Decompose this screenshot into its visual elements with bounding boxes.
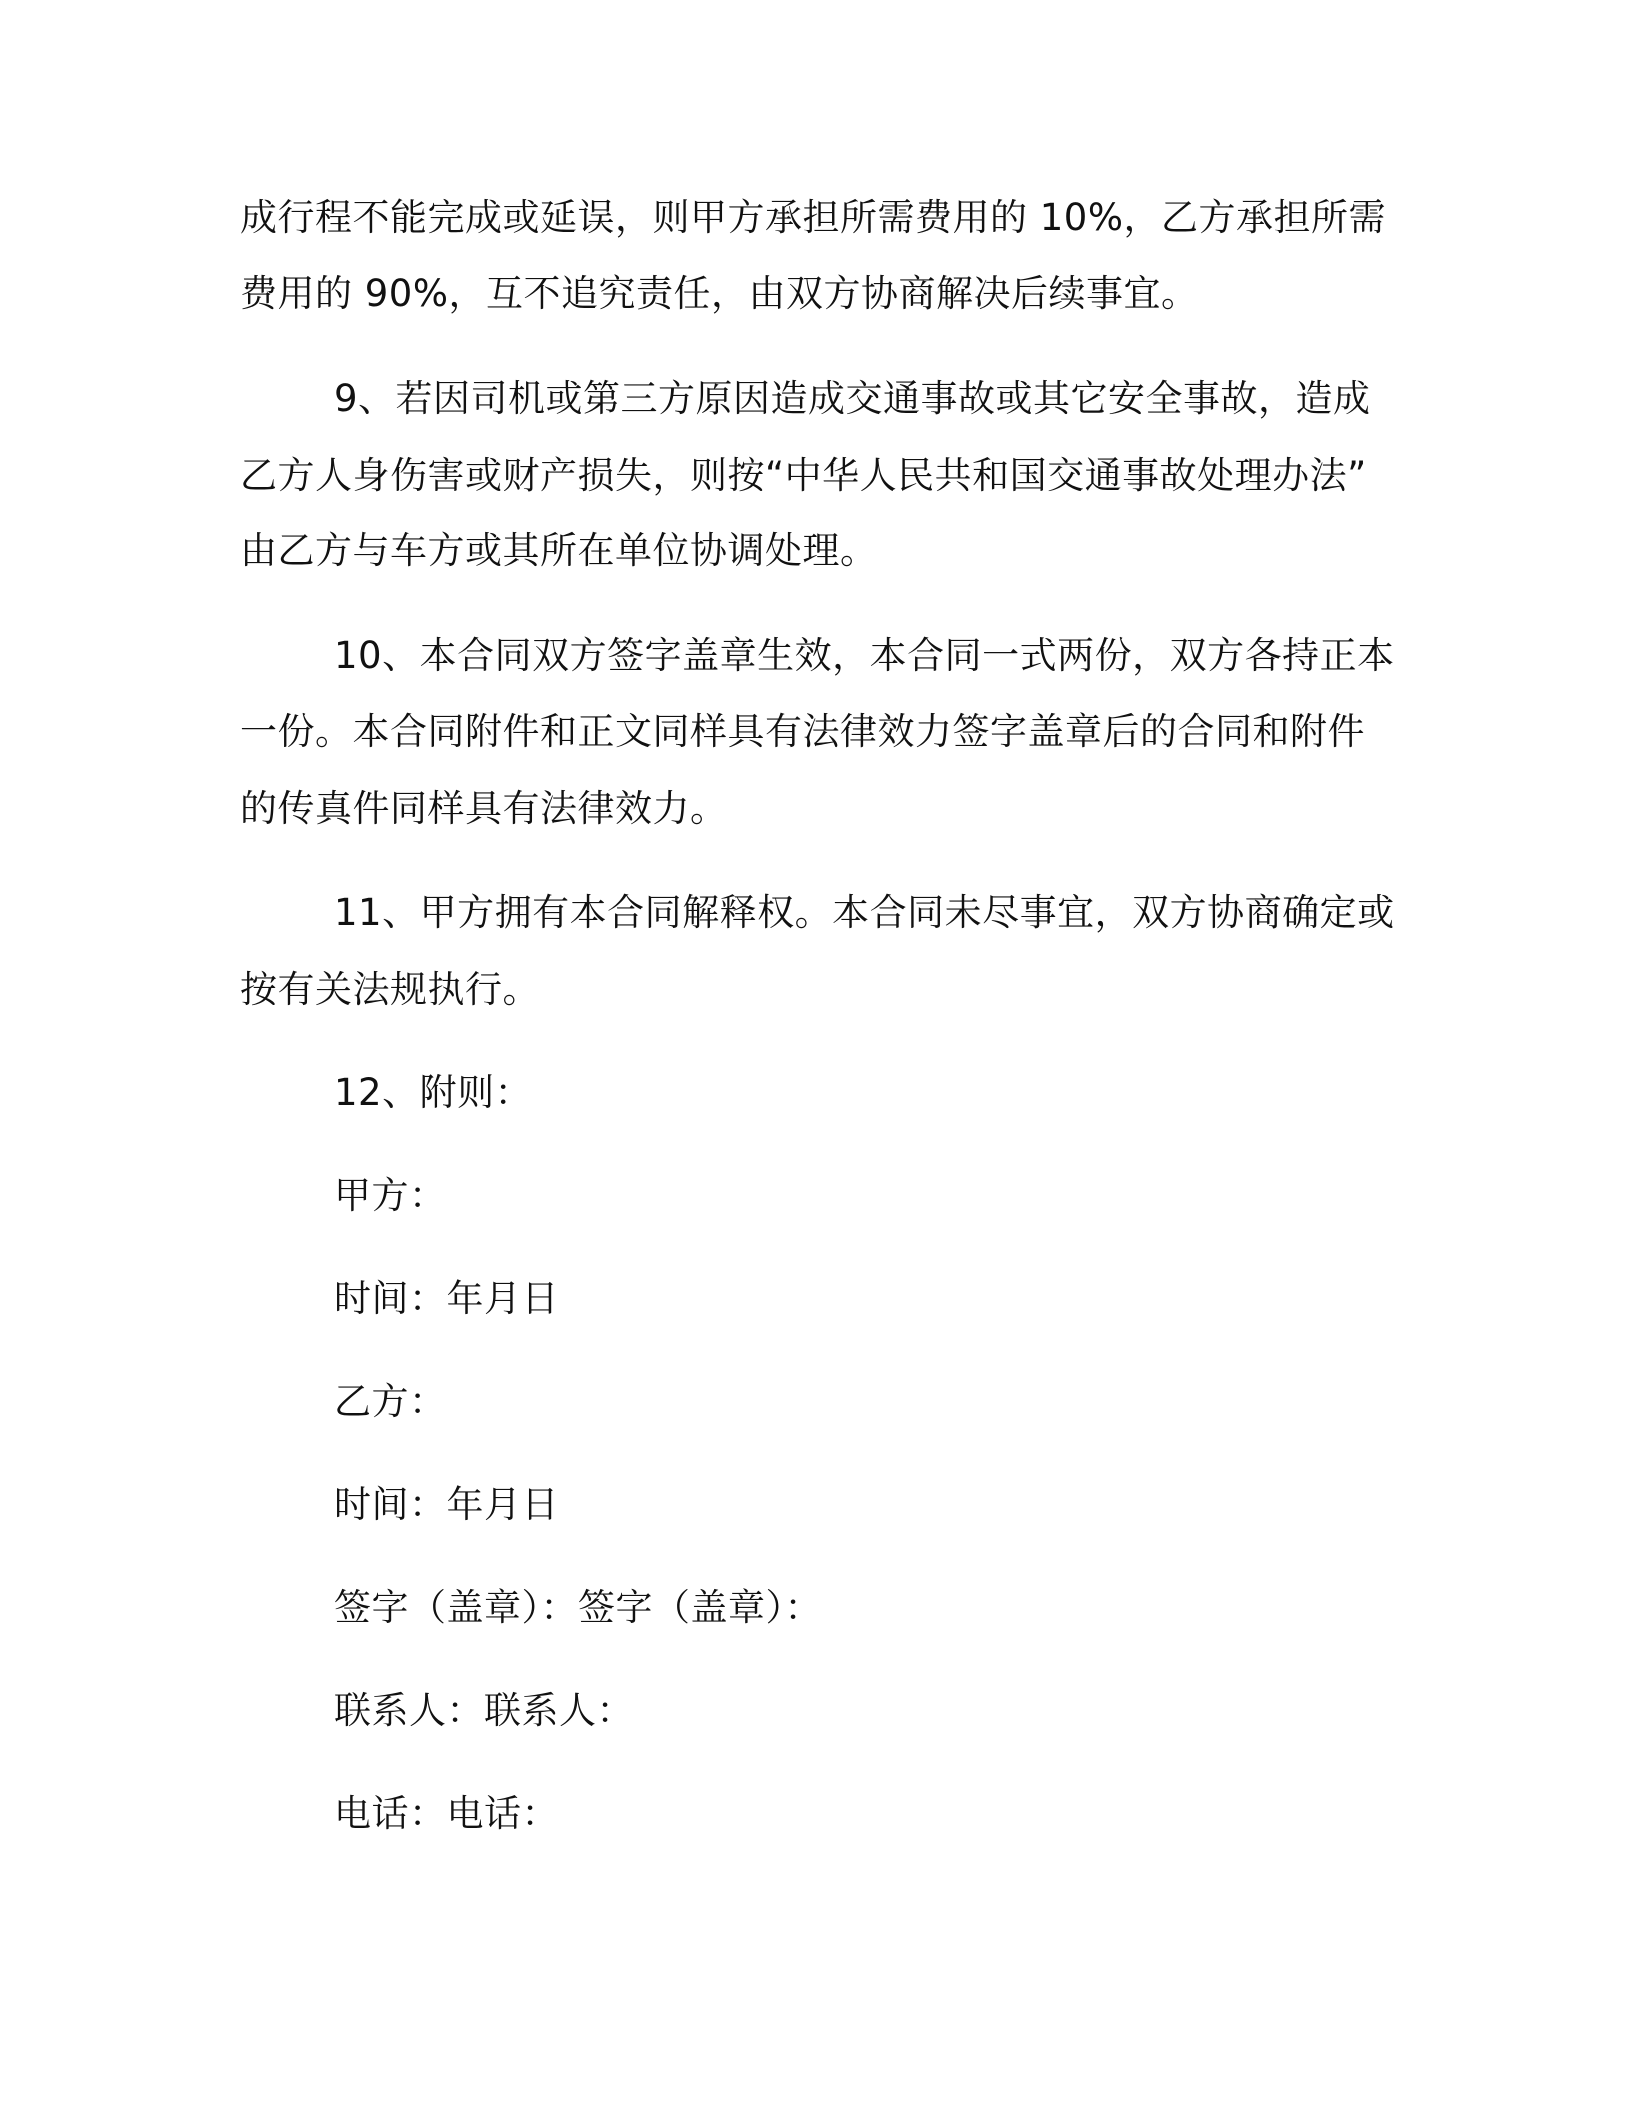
clause-10-line-1: 10、本合同双方签字盖章生效，本合同一式两份，双方各持正本 bbox=[334, 634, 1395, 677]
clause-8-continuation-line-2: 费用的 90%，互不追究责任，由双方协商解决后续事宜。 bbox=[240, 272, 1199, 315]
signature-seal-line: 签字（盖章）：签字（盖章）： bbox=[334, 1586, 822, 1629]
party-b-label: 乙方： bbox=[334, 1380, 447, 1423]
clause-11-line-2: 按有关法规执行。 bbox=[240, 968, 540, 1011]
party-a-date: 时间：年月日 bbox=[334, 1277, 559, 1320]
clause-9-line-2: 乙方人身伤害或财产损失，则按“中华人民共和国交通事故处理办法” bbox=[240, 454, 1367, 497]
clause-10-line-2: 一份。本合同附件和正文同样具有法律效力签字盖章后的合同和附件 bbox=[240, 710, 1365, 753]
clause-9-line-1: 9、若因司机或第三方原因造成交通事故或其它安全事故，造成 bbox=[334, 377, 1371, 420]
clause-11-line-1: 11、甲方拥有本合同解释权。本合同未尽事宜，双方协商确定或 bbox=[334, 891, 1395, 934]
contact-person-line: 联系人：联系人： bbox=[334, 1689, 634, 1732]
clause-12-heading: 12、附则： bbox=[334, 1071, 533, 1114]
party-a-label: 甲方： bbox=[334, 1174, 447, 1217]
phone-line: 电话：电话： bbox=[334, 1792, 559, 1835]
clause-10-line-3: 的传真件同样具有法律效力。 bbox=[240, 787, 728, 830]
clause-9-line-3: 由乙方与车方或其所在单位协调处理。 bbox=[240, 529, 878, 572]
party-b-date: 时间：年月日 bbox=[334, 1483, 559, 1526]
clause-8-continuation-line-1: 成行程不能完成或延误，则甲方承担所需费用的 10%，乙方承担所需 bbox=[240, 196, 1386, 239]
